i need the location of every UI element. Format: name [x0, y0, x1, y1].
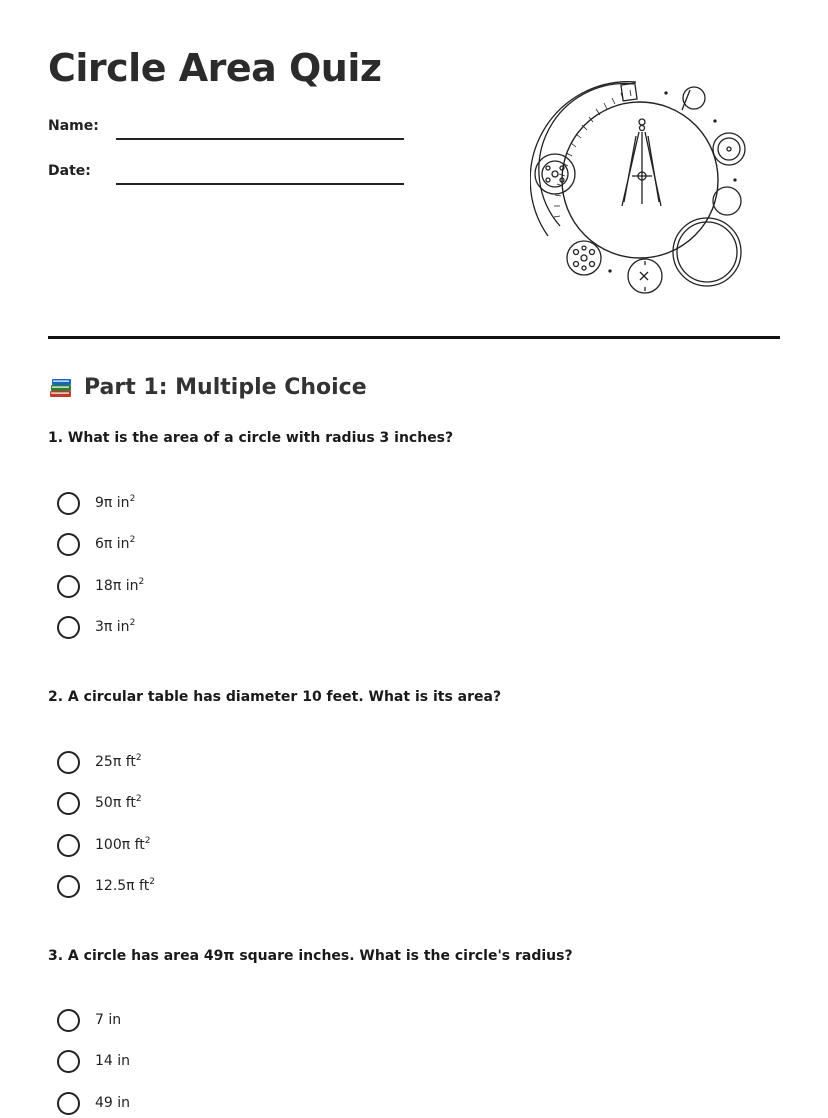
books-icon: [48, 374, 74, 400]
option-q1-b[interactable]: [57, 532, 135, 556]
radio-button[interactable]: [57, 875, 80, 898]
option-label: 49 in: [95, 1095, 131, 1111]
radio-button[interactable]: [57, 1009, 80, 1032]
question-2: 2. A circular table has diameter 10 feet. What is its area?: [48, 689, 502, 705]
option-q3-a[interactable]: [57, 1008, 121, 1032]
section-header: [48, 374, 367, 400]
radio-button[interactable]: [57, 751, 80, 774]
date-label: Date:: [48, 163, 91, 179]
radio-button[interactable]: [57, 492, 80, 515]
name-field[interactable]: [116, 138, 404, 140]
option-label: 100π $ft^2$: [95, 836, 151, 853]
option-q1-c[interactable]: [57, 574, 144, 598]
question-3: 3. A circle has area 49π square inches. What is the circle's radius?: [48, 948, 573, 964]
option-q2-d[interactable]: [57, 874, 155, 898]
section-title: Part 1: Multiple Choice: [84, 374, 367, 400]
option-label: 18π $in^2$: [95, 577, 145, 594]
page-title: Circle Area Quiz: [48, 46, 382, 90]
option-label: 6π $in^2$: [95, 535, 136, 552]
option-label: 3π $in^2$: [95, 618, 136, 635]
option-q2-c[interactable]: [57, 833, 151, 857]
question-1: 1. What is the area of a circle with radius 3 inches?: [48, 430, 454, 446]
header-divider: [48, 336, 780, 339]
option-q1-d[interactable]: [57, 615, 135, 639]
option-label: 25π $ft^2$: [95, 753, 142, 770]
option-q3-c[interactable]: [57, 1091, 130, 1115]
radio-button[interactable]: [57, 1050, 80, 1073]
option-q2-b[interactable]: [57, 791, 142, 815]
option-label: 12.5π $ft^2$: [95, 877, 155, 894]
radio-button[interactable]: [57, 575, 80, 598]
option-label: 9π $in^2$: [95, 494, 136, 511]
radio-button[interactable]: [57, 1092, 80, 1115]
option-q1-a[interactable]: [57, 491, 135, 515]
option-label: 50π $ft^2$: [95, 794, 142, 811]
option-label: 14 in: [95, 1053, 131, 1069]
radio-button[interactable]: [57, 616, 80, 639]
date-field[interactable]: [116, 183, 404, 185]
option-label: 7 in: [95, 1012, 122, 1028]
compass-geometry-icon: [530, 76, 750, 298]
radio-button[interactable]: [57, 834, 80, 857]
radio-button[interactable]: [57, 792, 80, 815]
option-q3-b[interactable]: [57, 1049, 130, 1073]
option-q2-a[interactable]: [57, 750, 142, 774]
radio-button[interactable]: [57, 533, 80, 556]
name-label: Name:: [48, 118, 99, 134]
